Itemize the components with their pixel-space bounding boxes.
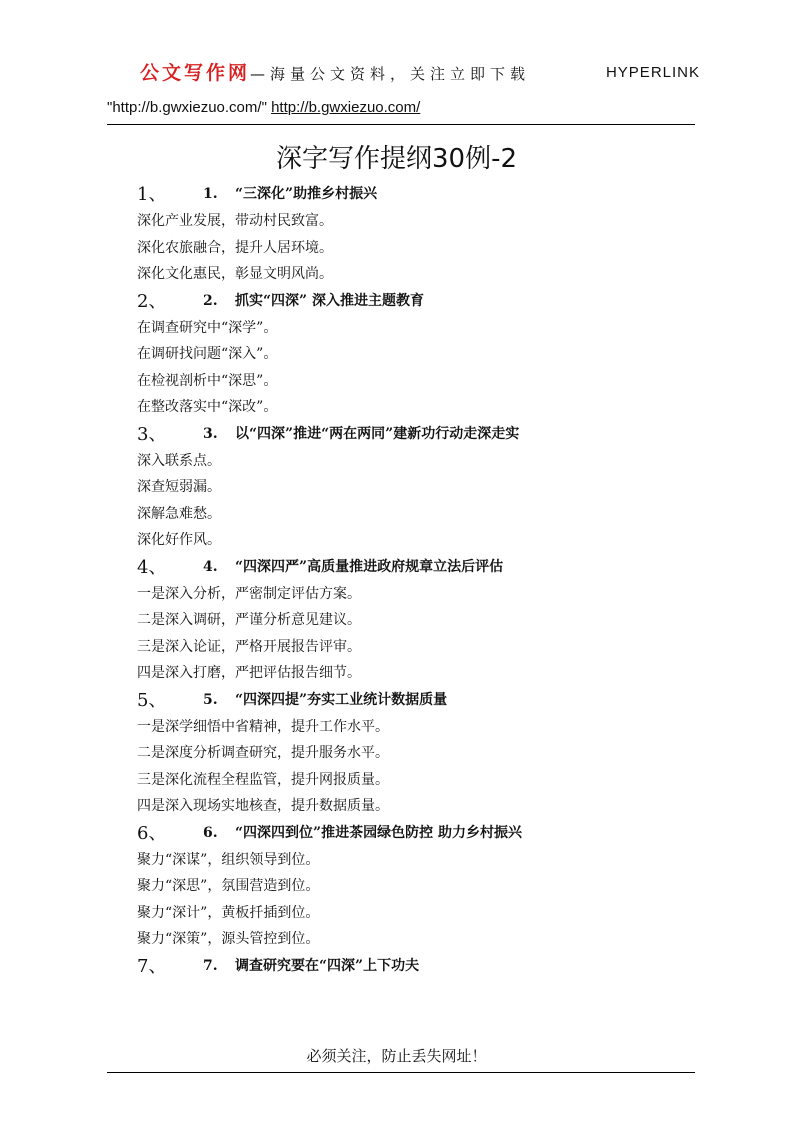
section-subnumber: 3. xyxy=(203,425,218,442)
section-heading xyxy=(137,288,697,315)
section-title: “四深四到位”推进茶园绿色防控 助力乡村振兴 xyxy=(235,824,522,841)
outline-item: 聚力“深谋”，组织领导到位。 xyxy=(137,851,320,868)
outline-item: 深查短弱漏。 xyxy=(137,479,221,495)
page-title: 深字写作提纲30例-2 xyxy=(275,144,517,174)
section-heading xyxy=(137,181,697,208)
document-body xyxy=(137,181,697,980)
site-link[interactable]: http://b.gwxiezuo.com/ xyxy=(271,99,421,116)
outline-item: 深入联系点。 xyxy=(137,452,221,469)
section-heading xyxy=(137,820,697,847)
header-url-line xyxy=(107,97,420,119)
section-subnumber: 7. xyxy=(203,957,218,974)
section-title: “四深四严”高质量推进政府规章立法后评估 xyxy=(235,558,504,575)
tagline: —海量公文资料，关注立即下载 xyxy=(250,65,531,83)
section-subnumber: 5. xyxy=(203,691,218,708)
section-number: 2、 xyxy=(137,290,167,312)
section-heading xyxy=(137,554,697,581)
section-subnumber: 4. xyxy=(203,558,218,575)
outline-item: 深化文化惠民，彰显文明风尚。 xyxy=(137,266,333,282)
section-title: “四深四提”夯实工业统计数据质量 xyxy=(235,691,448,708)
outline-item: 深化农旅融合，提升人居环境。 xyxy=(137,239,333,256)
hyperlink-field-code: HYPERLINK xyxy=(605,64,700,81)
outline-item: 深化产业发展，带动村民致富。 xyxy=(137,213,333,229)
section-number: 6、 xyxy=(137,822,167,844)
header-divider xyxy=(107,124,695,125)
outline-item: 四是深入现场实地核查，提升数据质量。 xyxy=(137,798,389,814)
outline-item: 四是深入打磨，严把评估报告细节。 xyxy=(137,665,361,681)
section-title: 以“四深”推进“两在两同”建新功行动走深走实 xyxy=(235,425,520,442)
outline-item: 聚力“深策”，源头管控到位。 xyxy=(137,931,320,947)
section-number: 1、 xyxy=(137,184,167,205)
outline-item: 深解急难愁。 xyxy=(137,505,221,522)
section-title: “三深化”助推乡村振兴 xyxy=(235,186,378,202)
outline-item: 在检视剖析中“深思”。 xyxy=(137,372,278,389)
section-number: 7、 xyxy=(137,955,167,977)
outline-item: 在整改落实中“深改”。 xyxy=(137,399,278,415)
outline-item: 在调研找问题“深入”。 xyxy=(137,346,278,362)
outline-item: 聚力“深思”，氛围营造到位。 xyxy=(137,878,320,894)
outline-item: 二是深入调研，严谨分析意见建议。 xyxy=(137,612,361,628)
footer-notice: 必须关注，防止丢失网址！ xyxy=(306,1047,487,1065)
header-banner xyxy=(140,60,700,86)
section-title: 抓实“四深” 深入推进主题教育 xyxy=(235,292,424,309)
outline-item: 一是深学细悟中省精神，提升工作水平。 xyxy=(137,718,389,735)
outline-item: 聚力“深计”，黄板扦插到位。 xyxy=(137,904,320,921)
section-subnumber: 1. xyxy=(203,186,218,202)
section-number: 3、 xyxy=(137,423,167,445)
section-number: 5、 xyxy=(137,689,167,711)
outline-item: 在调查研究中“深学”。 xyxy=(137,319,278,336)
section-subnumber: 6. xyxy=(203,824,218,841)
outline-item: 二是深度分析调查研究，提升服务水平。 xyxy=(137,745,389,761)
section-heading xyxy=(137,421,697,448)
section-number: 4、 xyxy=(137,556,167,578)
section-title: 调查研究要在“四深”上下功夫 xyxy=(235,957,420,974)
section-heading xyxy=(137,953,697,980)
outline-item: 深化好作风。 xyxy=(137,532,221,548)
footer-divider xyxy=(107,1072,695,1073)
url-field-code: "http://b.gwxiezuo.com/" xyxy=(107,99,267,116)
outline-item: 三是深入论证，严格开展报告评审。 xyxy=(137,638,361,655)
section-heading xyxy=(137,687,697,714)
brand-name: 公文写作网 xyxy=(140,62,251,84)
section-subnumber: 2. xyxy=(203,292,218,309)
outline-item: 一是深入分析，严密制定评估方案。 xyxy=(137,585,361,602)
outline-item: 三是深化流程全程监管，提升网报质量。 xyxy=(137,771,389,788)
